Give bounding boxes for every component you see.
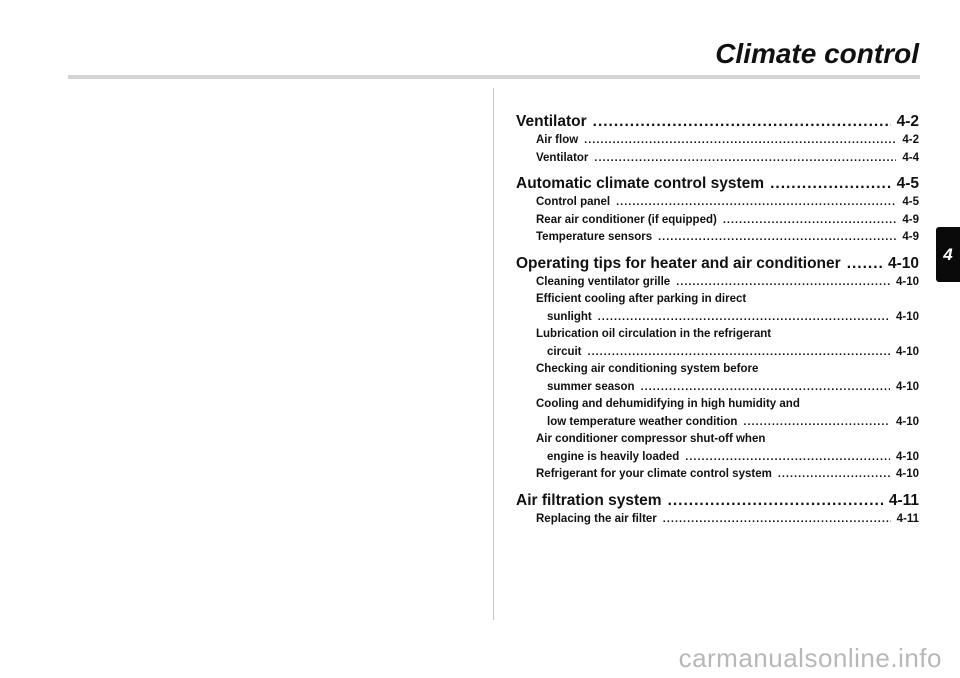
toc-subentry-compressor-shutoff-cont[interactable] xyxy=(516,449,919,467)
toc-subentry-ventilator[interactable] xyxy=(516,150,919,168)
chapter-tab[interactable]: 4 xyxy=(936,227,960,282)
toc-entry-ventilator[interactable] xyxy=(516,111,919,132)
chapter-title: Climate control xyxy=(715,38,919,69)
dot-leader xyxy=(770,173,891,194)
toc-subentry-cooling-dehumidifying-cont[interactable] xyxy=(516,414,919,432)
toc-subentry-label: Air flow xyxy=(536,134,579,146)
toc-subentry-air-flow[interactable] xyxy=(516,132,919,150)
toc-page-number: 4-4 xyxy=(902,151,919,164)
toc-entry-automatic-climate-control[interactable] xyxy=(516,173,919,194)
toc-entry-air-filtration[interactable] xyxy=(516,490,919,511)
dot-leader xyxy=(663,511,891,529)
dot-leader xyxy=(676,274,890,292)
dot-leader xyxy=(588,344,890,362)
toc-page-number: 4-10 xyxy=(895,275,919,288)
table-of-contents xyxy=(516,111,919,528)
column-divider xyxy=(493,88,494,620)
watermark: carmanualsonline.info xyxy=(678,643,942,673)
dot-leader xyxy=(723,212,897,230)
toc-page-number: 4-9 xyxy=(902,213,919,226)
toc-subentry-label: Replacing the air filter xyxy=(536,512,657,525)
dot-leader xyxy=(778,466,890,484)
toc-subentry-label: summer season xyxy=(547,380,635,393)
toc-subentry-label: Cleaning ventilator grille xyxy=(536,275,671,288)
toc-page-number: 4-5 xyxy=(896,175,919,192)
toc-subentry-checking-ac[interactable]: Checking air conditioning system before xyxy=(536,363,759,375)
toc-page-number: 4-10 xyxy=(887,254,919,272)
toc-subentry-lubrication-oil[interactable]: Lubrication oil circulation in the refrigerant xyxy=(536,328,772,340)
toc-subentry-label: Rear air conditioner (if equipped) xyxy=(536,213,717,226)
toc-subentry-refrigerant[interactable] xyxy=(516,466,919,484)
toc-subentry-control-panel[interactable] xyxy=(516,194,919,212)
toc-subentry-label: engine is heavily loaded xyxy=(547,450,680,463)
toc-subentry-replacing-air-filter[interactable] xyxy=(516,511,919,529)
dot-leader xyxy=(685,449,890,467)
toc-entry-label: Ventilator xyxy=(516,113,587,130)
toc-subentry-cleaning-ventilator-grille[interactable] xyxy=(516,274,919,292)
toc-page-number: 4-10 xyxy=(895,468,919,480)
toc-subentry-cooling-dehumidifying[interactable]: Cooling and dehumidifying in high humidity and xyxy=(536,398,800,410)
dot-leader xyxy=(658,229,896,247)
dot-leader xyxy=(641,379,890,397)
toc-page-number: 4-11 xyxy=(888,491,919,509)
toc-entry-label: Automatic climate control system xyxy=(516,175,765,192)
toc-page-number: 4-10 xyxy=(895,345,919,358)
toc-subentry-temperature-sensors[interactable] xyxy=(516,229,919,247)
dot-leader xyxy=(668,490,883,511)
toc-page-number: 4-2 xyxy=(902,134,919,146)
toc-subentry-label: circuit xyxy=(547,345,582,358)
toc-subentry-compressor-shutoff[interactable]: Air conditioner compressor shut-off when xyxy=(536,433,766,445)
dot-leader xyxy=(743,414,890,432)
toc-page-number: 4-9 xyxy=(902,231,919,243)
toc-subentry-label: Ventilator xyxy=(536,151,589,164)
dot-leader xyxy=(847,253,882,274)
toc-subentry-label: Control panel xyxy=(536,196,611,208)
dot-leader xyxy=(598,309,890,327)
toc-subentry-rear-air-conditioner[interactable] xyxy=(516,212,919,230)
toc-entry-label: Air filtration system xyxy=(516,491,662,509)
toc-subentry-label: Refrigerant for your climate control system xyxy=(536,468,772,480)
dot-leader xyxy=(584,132,896,150)
toc-subentry-efficient-cooling-cont[interactable] xyxy=(516,309,919,327)
toc-entry-label: Operating tips for heater and air conditioner xyxy=(516,254,841,272)
dot-leader xyxy=(594,150,896,168)
toc-subentry-checking-ac-cont[interactable] xyxy=(516,379,919,397)
toc-page-number: 4-5 xyxy=(902,196,919,208)
toc-page-number: 4-10 xyxy=(895,450,919,463)
toc-page-number: 4-10 xyxy=(895,380,919,393)
toc-subentry-lubrication-oil-cont[interactable] xyxy=(516,344,919,362)
toc-entry-operating-tips[interactable] xyxy=(516,253,919,274)
header-rule xyxy=(68,75,920,79)
toc-page-number: 4-10 xyxy=(895,415,919,428)
toc-subentry-label: Temperature sensors xyxy=(536,231,653,243)
dot-leader xyxy=(593,111,891,132)
dot-leader xyxy=(616,194,896,212)
toc-subentry-label: sunlight xyxy=(547,310,592,323)
toc-page-number: 4-10 xyxy=(895,310,919,323)
toc-page-number: 4-2 xyxy=(896,113,919,130)
toc-subentry-label: low temperature weather condition xyxy=(547,415,738,428)
toc-page-number: 4-11 xyxy=(896,512,919,525)
toc-subentry-efficient-cooling[interactable]: Efficient cooling after parking in direct xyxy=(536,293,747,305)
